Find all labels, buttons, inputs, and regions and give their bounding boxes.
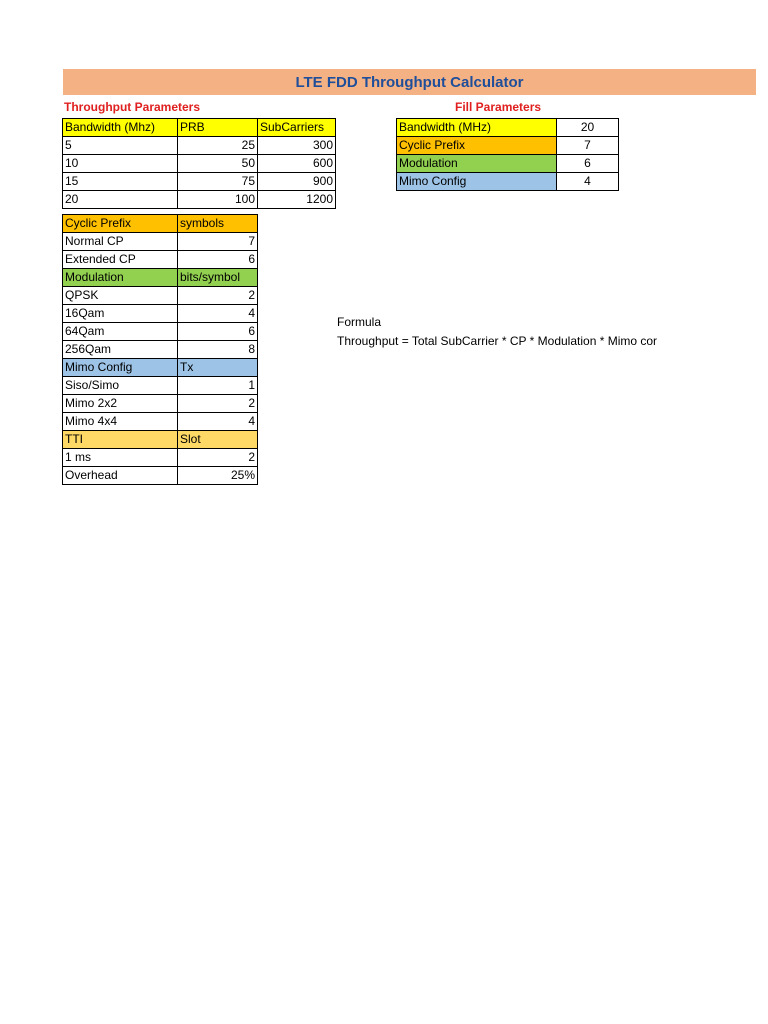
cell[interactable]: 10	[63, 155, 178, 173]
header-cell[interactable]: Cyclic Prefix	[63, 215, 178, 233]
header-cell[interactable]: symbols	[178, 215, 258, 233]
throughput-parameters-table	[62, 118, 336, 209]
table-row	[63, 233, 258, 251]
table-row	[63, 137, 336, 155]
header-cell[interactable]: bits/symbol	[178, 269, 258, 287]
fill-label[interactable]: Modulation	[397, 155, 557, 173]
table-row	[63, 191, 336, 209]
fill-row-cyclic-prefix	[397, 137, 619, 155]
cell[interactable]: 1	[178, 377, 258, 395]
fill-parameters-table	[396, 118, 619, 191]
table-row	[63, 251, 258, 269]
cell[interactable]: 5	[63, 137, 178, 155]
cell[interactable]: Overhead	[63, 467, 178, 485]
cell[interactable]: 4	[178, 413, 258, 431]
header-cell[interactable]: Tx	[178, 359, 258, 377]
cell[interactable]: 600	[258, 155, 336, 173]
throughput-parameters-title: Throughput Parameters	[64, 100, 201, 114]
table-row	[63, 305, 258, 323]
cell[interactable]: 25%	[178, 467, 258, 485]
cell[interactable]: 2	[178, 449, 258, 467]
cell[interactable]: 256Qam	[63, 341, 178, 359]
cell[interactable]: 4	[178, 305, 258, 323]
fill-row-bandwidth	[397, 119, 619, 137]
cell[interactable]: 900	[258, 173, 336, 191]
fill-value-input[interactable]: 20	[557, 119, 619, 137]
header-cell[interactable]: Modulation	[63, 269, 178, 287]
cell[interactable]: 2	[178, 395, 258, 413]
fill-parameters-title: Fill Parameters	[455, 100, 542, 114]
table-row	[63, 287, 258, 305]
cell[interactable]: Extended CP	[63, 251, 178, 269]
cell[interactable]: 7	[178, 233, 258, 251]
header-cell[interactable]: Bandwidth (Mhz)	[63, 119, 178, 137]
formula-label[interactable]: Formula	[337, 315, 382, 329]
fill-value-input[interactable]: 6	[557, 155, 619, 173]
table-row	[63, 173, 336, 191]
table-row	[63, 377, 258, 395]
cyclic-prefix-header-row	[63, 215, 258, 233]
table-row	[63, 449, 258, 467]
page-title: LTE FDD Throughput Calculator	[63, 69, 756, 95]
header-cell[interactable]: PRB	[178, 119, 258, 137]
cell[interactable]: Siso/Simo	[63, 377, 178, 395]
table-row	[63, 323, 258, 341]
cell[interactable]: Mimo 2x2	[63, 395, 178, 413]
table-row	[63, 155, 336, 173]
bandwidth-header-row	[63, 119, 336, 137]
table-row	[63, 341, 258, 359]
table-row	[63, 467, 258, 485]
cell[interactable]: 8	[178, 341, 258, 359]
cell[interactable]: 20	[63, 191, 178, 209]
parameter-tables	[62, 214, 258, 485]
fill-value-input[interactable]: 7	[557, 137, 619, 155]
cell[interactable]: 16Qam	[63, 305, 178, 323]
header-cell[interactable]: Slot	[178, 431, 258, 449]
mimo-header-row	[63, 359, 258, 377]
cell[interactable]: 1 ms	[63, 449, 178, 467]
cell[interactable]: 64Qam	[63, 323, 178, 341]
cell[interactable]: 300	[258, 137, 336, 155]
tti-header-row	[63, 431, 258, 449]
cell[interactable]: 2	[178, 287, 258, 305]
fill-row-mimo	[397, 173, 619, 191]
table-row	[63, 395, 258, 413]
modulation-header-row	[63, 269, 258, 287]
cell[interactable]: 6	[178, 323, 258, 341]
table-row	[63, 413, 258, 431]
cell[interactable]: Mimo 4x4	[63, 413, 178, 431]
cell[interactable]: 75	[178, 173, 258, 191]
header-cell[interactable]: Mimo Config	[63, 359, 178, 377]
header-cell[interactable]: TTI	[63, 431, 178, 449]
cell[interactable]: 25	[178, 137, 258, 155]
formula-text[interactable]: Throughput = Total SubCarrier * CP * Modulation * Mimo cor	[337, 334, 658, 348]
fill-row-modulation	[397, 155, 619, 173]
cell[interactable]: Normal CP	[63, 233, 178, 251]
cell[interactable]: 6	[178, 251, 258, 269]
fill-label[interactable]: Cyclic Prefix	[397, 137, 557, 155]
fill-label[interactable]: Bandwidth (MHz)	[397, 119, 557, 137]
cell[interactable]: 15	[63, 173, 178, 191]
fill-value-input[interactable]: 4	[557, 173, 619, 191]
header-cell[interactable]: SubCarriers	[258, 119, 336, 137]
fill-label[interactable]: Mimo Config	[397, 173, 557, 191]
cell[interactable]: 50	[178, 155, 258, 173]
cell[interactable]: QPSK	[63, 287, 178, 305]
cell[interactable]: 1200	[258, 191, 336, 209]
cell[interactable]: 100	[178, 191, 258, 209]
